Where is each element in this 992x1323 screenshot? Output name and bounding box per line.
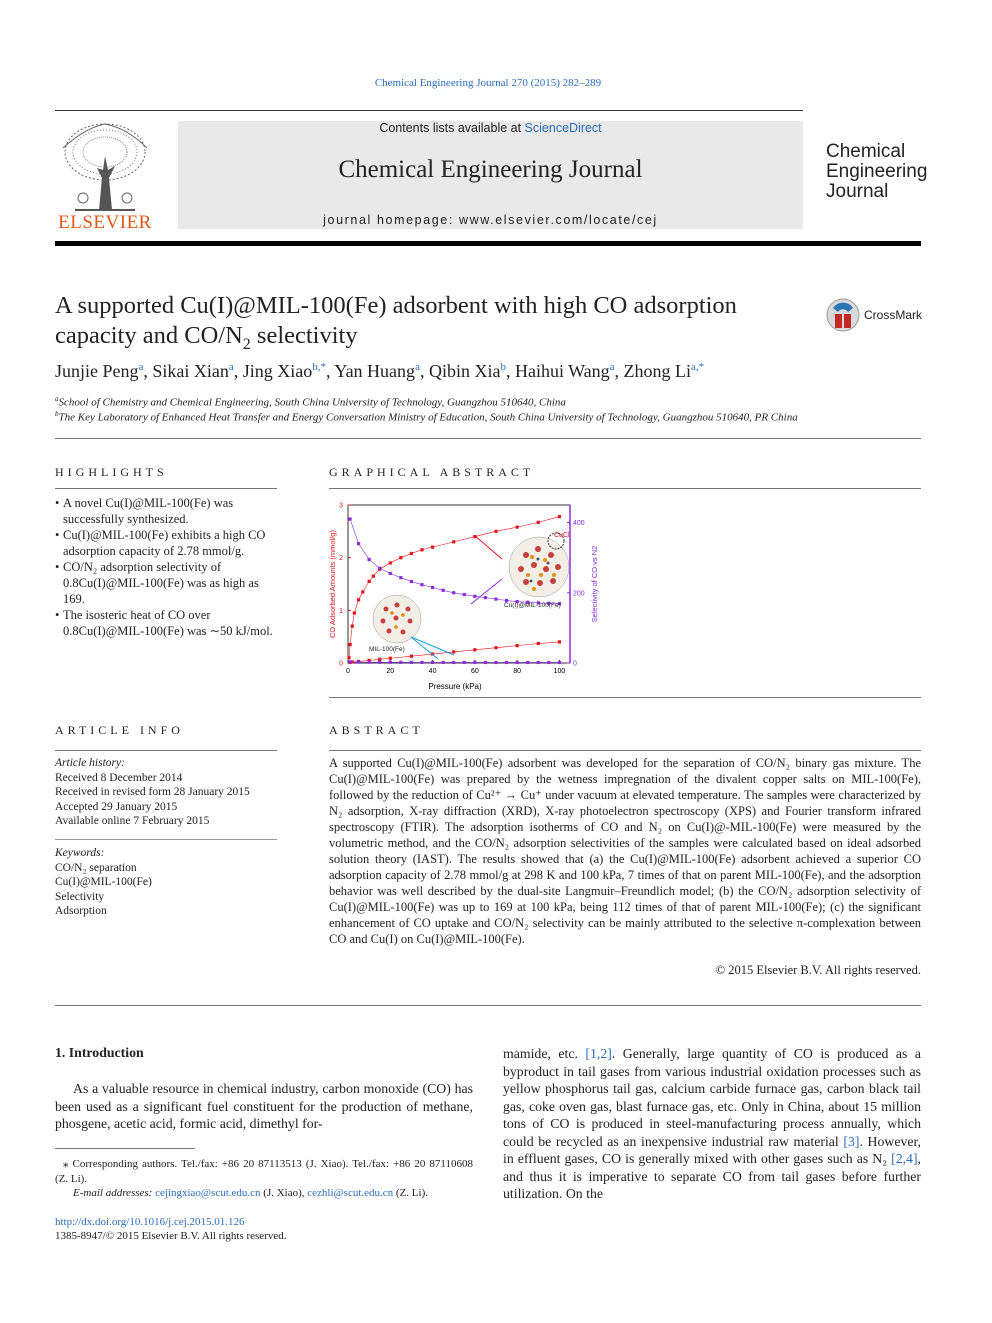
data-point <box>442 589 445 592</box>
y2-tick-label: 400 <box>573 520 585 528</box>
data-point <box>537 521 540 524</box>
elsevier-logo[interactable] <box>55 118 155 238</box>
data-point <box>357 542 360 545</box>
author-list: Junjie Peng$^a$, Sikai Xian$^a$, Jing Xiao$^{b,*}$, Yan Huang$^a$, Qibin Xia$^b$, Haihui Wang$^a$, Zhong $Li^{a,*}$ <box>55 361 705 381</box>
keyword: Cu(I)@MIL-100(Fe) <box>55 876 152 888</box>
author[interactable]: Haihui Wang$^a$ <box>514 361 615 381</box>
annotation-cu-mof: Cu(I)@MIL-100(Fe) <box>504 602 561 609</box>
y2-tick-label: 0 <box>573 660 577 668</box>
citation-link[interactable]: [1,2] <box>585 1046 612 1061</box>
crossmark-label: CrossMark <box>864 308 923 322</box>
footnote-rule <box>55 1148 195 1149</box>
data-point <box>410 580 413 583</box>
journal-title[interactable]: Chemical Engineering Journal <box>338 156 643 183</box>
x-tick-label: 80 <box>513 668 522 675</box>
data-point <box>410 552 413 555</box>
data-point <box>349 517 352 520</box>
footnote-emails: E-mail addresses: cejingxiao@scut.edu.cn (J. Xiao), cezhli@scut.edu.cn (Z. Li). <box>73 1187 428 1199</box>
history-online: Available online 7 February 2015 <box>55 815 210 827</box>
y-tick-label: 2 <box>339 555 343 563</box>
data-point <box>463 593 466 596</box>
data-point <box>368 580 371 583</box>
keywords-block <box>55 846 277 919</box>
data-point <box>389 657 392 660</box>
y2-axis-label: Selectivity of CO vs N2 <box>590 545 599 623</box>
data-point <box>410 661 413 664</box>
data-point <box>420 548 423 551</box>
data-point <box>526 661 529 664</box>
data-point <box>494 661 497 664</box>
crossmark-icon <box>826 298 860 332</box>
highlight-item: • The isosteric heat of CO over 0.8Cu(I)@MIL-100(Fe) was ∼50 kJ/mol. <box>55 607 277 639</box>
brand-line-3: Journal <box>826 181 889 202</box>
data-point <box>347 656 350 659</box>
data-point <box>431 661 434 664</box>
keywords-rule <box>55 839 277 840</box>
highlights-list <box>55 495 277 639</box>
footnote-corresponding: ⁎ Corresponding authors. Tel./fax: +86 20 87113513 (J. Xiao). Tel./fax: +86 20 87110608 (Z. Li). <box>55 1158 473 1185</box>
article-title <box>55 291 815 360</box>
data-point <box>463 661 466 664</box>
graphical-abstract-bottom-rule <box>329 697 921 698</box>
data-point <box>389 561 392 564</box>
author[interactable]: Yan Huang$^a$ <box>334 361 420 381</box>
contents-line <box>178 121 803 135</box>
history-accepted: Accepted 29 January 2015 <box>55 800 178 813</box>
data-point <box>452 650 455 653</box>
author[interactable]: Qibin Xia$^b$ <box>428 361 506 381</box>
data-point <box>516 526 519 529</box>
keyword: Adsorption <box>55 905 107 917</box>
abstract-copyright: © 2015 Elsevier B.V. All rights reserved. <box>715 963 921 977</box>
crossmark-badge[interactable] <box>826 298 926 334</box>
email-link[interactable]: cezhli@scut.edu.cn <box>307 1187 394 1199</box>
data-point <box>494 530 497 533</box>
author[interactable]: Jing Xiao$^{b,*}$ <box>242 361 327 381</box>
data-point <box>378 658 381 661</box>
x-tick-label: 100 <box>553 668 566 675</box>
article-info-rule <box>55 750 277 751</box>
y-tick-label: 0 <box>339 660 343 668</box>
brand-line-1: Chemical <box>826 141 906 162</box>
x-tick-label: 40 <box>428 668 437 675</box>
intro-right-paragraph: mamide, etc. [1,2]. Generally, large quantity of CO is produced as a byproduct in tail gases from various industrial oxidation processes such as yellow phosphorus tail gas, calcium carbide furnace gas, carbon black tail gas, coke oven gas, blast furnace gas, etc. Only in China, about 15 million tons of CO is produced in steel-manufacturing process annually, which could be recycled as an inexpensive industrial raw material [3]. However, in effluent gases, CO is generally mixed with other gases such as N₂ [2,4], and thus it is imperative to separate CO from tail gases before further utilization. On the <box>503 1046 921 1201</box>
y2-tick-label: 200 <box>573 590 585 598</box>
elsevier-wordmark: ELSEVIER <box>58 212 152 233</box>
data-point <box>349 643 352 646</box>
annotation-mil: MIL-100(Fe) <box>369 646 405 653</box>
header-top-rule <box>55 110 803 111</box>
keywords-label: Keywords: <box>55 847 105 859</box>
abstract-heading: ABSTRACT <box>329 723 424 737</box>
data-point <box>399 661 402 664</box>
data-point <box>399 576 402 579</box>
data-point <box>452 540 455 543</box>
sciencedirect-link[interactable]: ScienceDirect <box>524 121 602 135</box>
author[interactable]: Zhong $Li^{a,*}$ <box>623 361 705 381</box>
annotation-cucl: CuCl <box>554 532 570 539</box>
data-point <box>357 661 360 664</box>
data-point <box>389 661 392 664</box>
x-tick-label: 60 <box>470 668 479 675</box>
data-point <box>361 590 364 593</box>
highlight-item: • CO/N₂ adsorption selectivity of 0.8Cu(I)@MIL-100(Fe) was as high as 169. <box>55 559 277 607</box>
affiliation-a: $^a$School of Chemistry and Chemical Engineering, South China University of Technology, Guangzhou 510640, China <box>55 395 566 409</box>
data-point <box>431 586 434 589</box>
highlights-rule <box>55 488 277 489</box>
intro-left-paragraph: As a valuable resource in chemical industry, carbon monoxide (CO) has been used as a significant fuel constituent for the production of methane, phosgene, acetic acid, formic acid, dimethyl for- <box>55 1081 473 1131</box>
data-point <box>473 661 476 664</box>
title-line-1: A supported Cu(I)@MIL-100(Fe) adsorbent with high CO adsorption <box>55 292 737 319</box>
divider <box>55 1005 921 1006</box>
highlight-item: • Cu(I)@MIL-100(Fe) exhibits a high CO adsorption capacity of 2.78 mmol/g. <box>55 527 277 559</box>
data-point <box>494 597 497 600</box>
data-point <box>368 661 371 664</box>
data-point <box>516 661 519 664</box>
mil-mof-structure-illustration <box>373 595 421 643</box>
data-point <box>431 546 434 549</box>
data-point <box>349 660 352 663</box>
data-point <box>484 661 487 664</box>
highlights-heading: HIGHLIGHTS <box>55 465 168 479</box>
y-tick-label: 3 <box>339 502 343 510</box>
x-axis-label: Pressure (kPa) <box>428 682 482 691</box>
data-point <box>516 644 519 647</box>
author[interactable]: Junjie Peng$^a$ <box>55 361 144 381</box>
journal-homepage[interactable]: journal homepage: www.elsevier.com/locate/cej <box>323 213 658 227</box>
email-link[interactable]: cejingxiao@scut.edu.cn <box>155 1187 261 1199</box>
affiliation-b: $^b$The Key Laboratory of Enhanced Heat Transfer and Energy Conversation Ministry of Education, South China University of Technology, Guangzhou 510640, PR China <box>55 410 798 424</box>
data-point <box>389 572 392 575</box>
data-point <box>410 655 413 658</box>
data-point <box>378 661 381 664</box>
data-point <box>473 595 476 598</box>
highlight-item: • A novel Cu(I)@MIL-100(Fe) was successfully synthesized. <box>55 495 277 527</box>
data-point <box>505 661 508 664</box>
citation-link[interactable]: [3] <box>843 1133 860 1149</box>
data-point <box>484 596 487 599</box>
history-label: Article history: <box>55 757 125 769</box>
issn-copyright: 1385-8947/© 2015 Elsevier B.V. All rights reserved. <box>55 1230 287 1242</box>
history-received: Received 8 December 2014 <box>55 771 183 784</box>
data-point <box>372 575 375 578</box>
intro-heading: 1. Introduction <box>55 1045 144 1060</box>
data-point <box>353 611 356 614</box>
data-point <box>399 556 402 559</box>
x-tick-label: 20 <box>386 668 395 675</box>
doi-link[interactable]: http://dx.doi.org/10.1016/j.cej.2015.01.126 <box>55 1216 245 1228</box>
citation-link[interactable]: [2,4] <box>891 1151 918 1166</box>
data-point <box>558 515 561 518</box>
keyword: Selectivity <box>55 890 105 903</box>
x-tick-label: 0 <box>346 668 350 675</box>
graphical-abstract-rule <box>329 488 921 489</box>
data-point <box>547 661 550 664</box>
data-point <box>452 591 455 594</box>
journal-reference[interactable]: Chemical Engineering Journal 270 (2015) 282–289 <box>374 77 602 89</box>
article-history <box>55 756 277 829</box>
journal-brand <box>826 142 927 202</box>
header-thick-rule <box>55 241 921 246</box>
data-point <box>537 642 540 645</box>
brand-line-2: Engineering <box>826 161 928 182</box>
data-point <box>442 661 445 664</box>
abstract-text: A supported Cu(I)@MIL-100(Fe) adsorbent was developed for the separation of CO/N₂ binary gas mixture. The Cu(I)@MIL-100(Fe) was prepared by the wetness impregnation of the divalent copper salts on MIL-100(Fe), followed by the reduction of Cu²⁺ → Cu⁺ under vacuum at elevated temperature. The samples were characterized by N₂ adsorption, X-ray diffraction (XRD), X-ray photoelectron spectroscopy (XPS) and Fourier transform infrared spectroscopy (FTIR). The adsorption isotherms of CO and N₂ on Cu(I)@-MIL-100(Fe) were measured by the volumetric method, and the CO/N₂ adsorption selectivities of the samples were calculated based on ideal adsorbed solution theory (IAST). The results showed that (a) the Cu(I)@MIL-100(Fe) adsorbent achieved a superior CO adsorption capacity of 2.78 mmol/g at 298 K and 100 kPa, 7 times of that on parent MIL-100(Fe), and the adsorption behavior was well described by the dual-site Langmuir–Freundlich model; (b) the CO/N₂ adsorption selectivity of Cu(I)@MIL-100(Fe) was up to 169 at 100 kPa, being 112 times of that of parent MIL-100(Fe); (c) the significant enhancement of CO uptake and CO/N₂ selectivity can be mainly attributed to the selective π-complexation between CO and Cu(I) on Cu(I)@MIL-100(Fe). <box>329 756 921 946</box>
data-point <box>420 661 423 664</box>
chart-svg <box>326 497 606 695</box>
data-point <box>537 661 540 664</box>
data-point <box>452 661 455 664</box>
y-tick-label: 1 <box>339 607 343 615</box>
abstract-rule <box>329 750 921 751</box>
data-point <box>368 558 371 561</box>
y-axis-label: CO Adsorbed Amounts (mmol/g) <box>328 530 337 638</box>
graphical-abstract-chart <box>326 497 606 695</box>
graphical-abstract-heading: GRAPHICAL ABSTRACT <box>329 465 535 479</box>
article-info-heading: ARTICLE INFO <box>55 723 184 737</box>
data-point <box>420 583 423 586</box>
keyword: CO/N₂ separation <box>55 861 137 874</box>
divider <box>55 438 921 439</box>
contents-prefix: Contents lists available at <box>379 121 525 135</box>
elsevier-tree-icon <box>55 118 155 214</box>
data-point <box>473 648 476 651</box>
data-point <box>351 625 354 628</box>
data-point <box>357 598 360 601</box>
data-point <box>558 661 561 664</box>
data-point <box>558 640 561 643</box>
history-revised: Received in revised form 28 January 2015 <box>55 786 250 798</box>
data-point <box>494 646 497 649</box>
author[interactable]: Sikai Xian$^a$ <box>152 361 234 381</box>
data-point <box>378 567 381 570</box>
title-line-2: capacity and $CO/N_2$ selectivity <box>55 322 358 353</box>
